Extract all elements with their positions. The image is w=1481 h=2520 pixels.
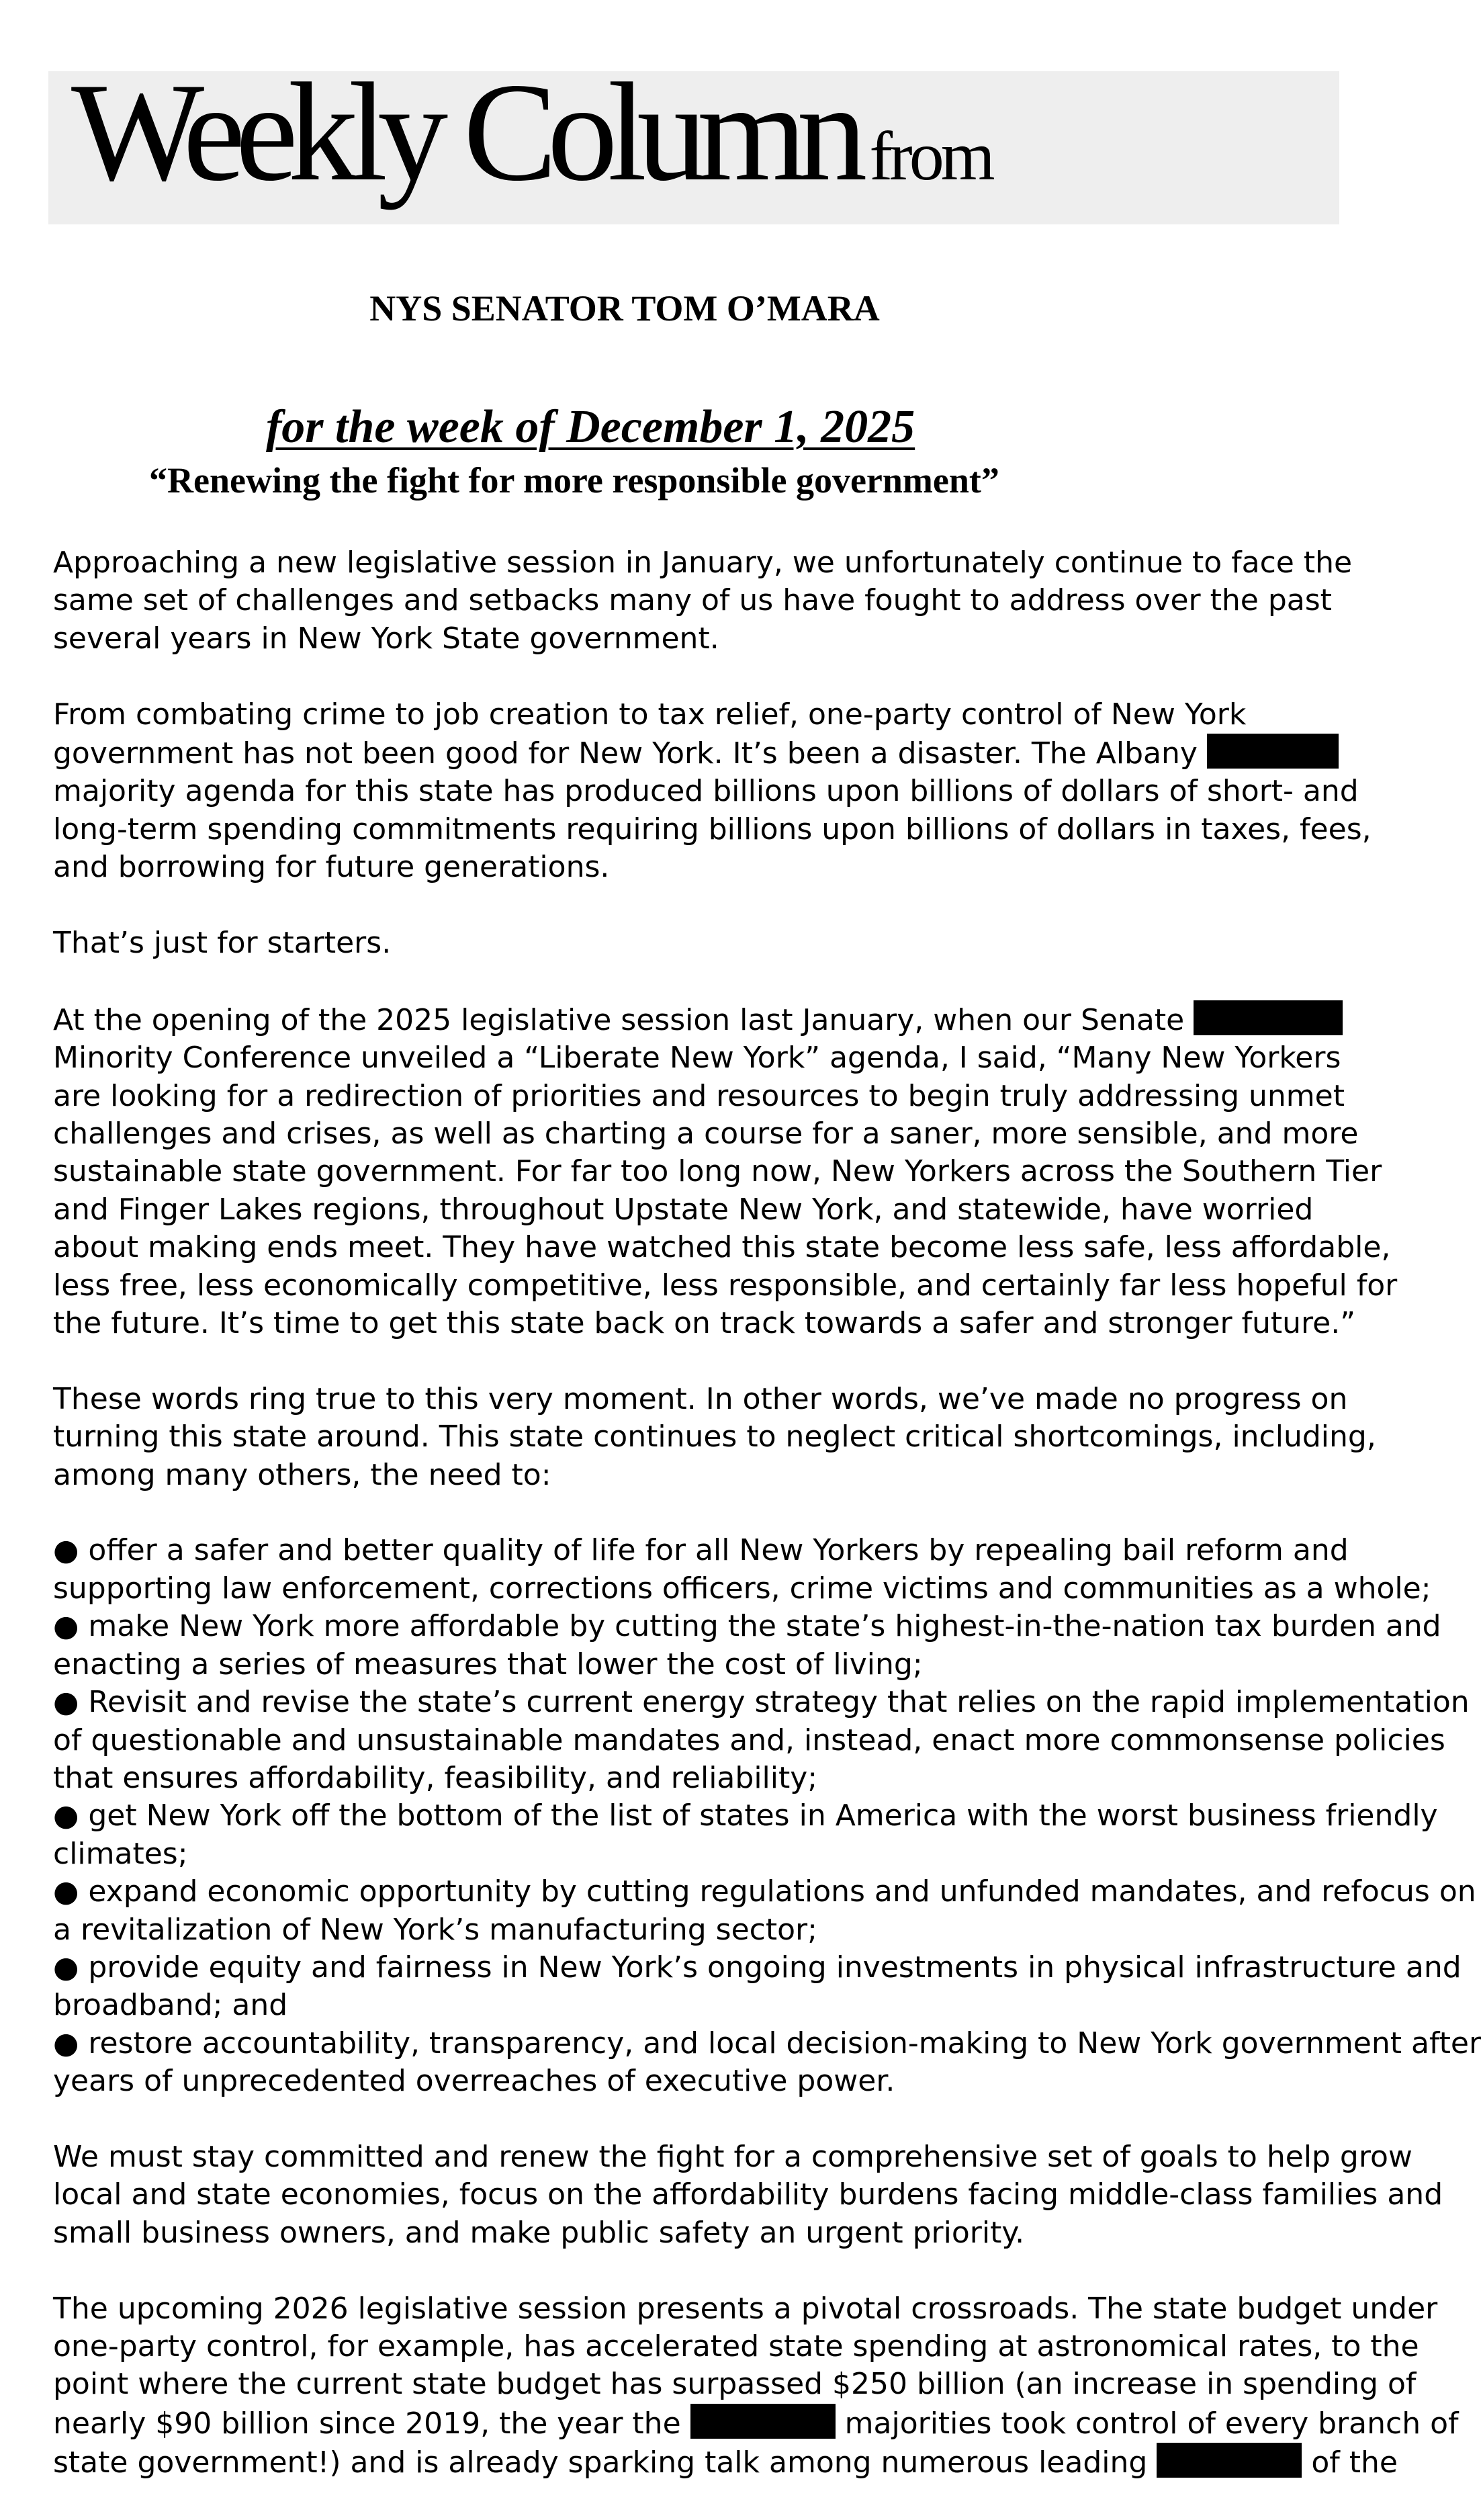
text-line: local and state economies, focus on the affordability burdens facing middle-class families and (53, 2177, 1443, 2212)
text-line (53, 1000, 1390, 1039)
text-line: From combating crime to job creation to tax relief, one-party control of New York (53, 697, 1247, 732)
week-date: for the week of December 1, 2025 (266, 401, 915, 453)
text-line: sustainable state government. For far too long now, New Yorkers across the Southern Tier (53, 1154, 1382, 1189)
bullet-line: ● offer a safer and better quality of life for all New Yorkers by repealing bail reform and (53, 1533, 1349, 1568)
masthead-banner (48, 54, 1339, 224)
bullet-list (53, 1532, 1481, 2100)
bullet-line: years of unprecedented overreaches of executive power. (53, 2064, 895, 2099)
bullet-line: ● get New York off the bottom of the list of states in America with the worst business friendly (53, 1798, 1438, 1833)
text-line: turning this state around. This state continues to neglect critical shortcomings, including, (53, 1420, 1376, 1454)
paragraph-5 (53, 1381, 1390, 1494)
masthead-weekly-column: Weekly Column (71, 54, 858, 210)
text-segment: government has not been good for New York. It’s been a disaster. The Albany (53, 736, 1198, 771)
text-line: about making ends meet. They have watched this state become less safe, less affordable, (53, 1230, 1391, 1265)
paragraph-7 (53, 2290, 1459, 2482)
text-line: and Finger Lakes regions, throughout Upstate New York, and statewide, have worried (53, 1192, 1314, 1227)
text-line: point where the current state budget has surpassed $250 billion (an increase in spending of (53, 2367, 1417, 2402)
text-line: and borrowing for future generations. (53, 850, 610, 885)
masthead-title (71, 54, 992, 210)
bullet-line: supporting law enforcement, corrections officers, crime victims and communities as a whole; (53, 1571, 1431, 1606)
text-line: The upcoming 2026 legislative session presents a pivotal crossroads. The state budget under (53, 2291, 1438, 2326)
text-line: the future. It’s time to get this state back on track towards a safer and stronger future.” (53, 1306, 1356, 1341)
redaction-box (1194, 1000, 1343, 1035)
paragraph-1 (53, 544, 1390, 658)
text-line: Approaching a new legislative session in January, we unfortunately continue to face the (53, 546, 1353, 580)
senator-name: NYS SENATOR TOM O’MARA (369, 288, 880, 329)
text-line: among many others, the need to: (53, 1457, 551, 1492)
text-line: These words ring true to this very moment. In other words, we’ve made no progress on (53, 1381, 1348, 1416)
text-line: long-term spending commitments requiring billions upon billions of dollars in taxes, fees, (53, 812, 1372, 846)
text-segment: of the (1311, 2445, 1398, 2480)
text-line: challenges and crises, as well as charting a course for a saner, more sensible, and more (53, 1117, 1359, 1152)
bullet-line: ● provide equity and fairness in New York’s ongoing investments in physical infrastructure and (53, 1950, 1462, 1985)
text-segment: At the opening of the 2025 legislative session last January, when our Senate (53, 1002, 1185, 1037)
bullet-line: that ensures affordability, feasibility, and reliability; (53, 1760, 818, 1795)
bullet-line: ● expand economic opportunity by cutting regulations and unfunded mandates, and refocus on (53, 1874, 1476, 1909)
paragraph-3 (53, 924, 1390, 962)
redaction-box (1157, 2443, 1302, 2478)
text-segment: state government!) and is already sparking talk among numerous leading (53, 2445, 1148, 2480)
text-line: less free, less economically competitive, less responsible, and certainly far less hopeful for (53, 1268, 1398, 1303)
text-line: We must stay committed and renew the fight for a comprehensive set of goals to help grow (53, 2139, 1412, 2174)
text-line: are looking for a redirection of priorities and resources to begin truly addressing unmet (53, 1078, 1345, 1113)
redaction-box (690, 2404, 836, 2439)
bullet-line: ● make New York more affordable by cutting the state’s highest-in-the-nation tax burden and (53, 1609, 1441, 1644)
text-line: majority agenda for this state has produced billions upon billions of dollars of short- and (53, 774, 1359, 809)
text-line: same set of challenges and setbacks many of us have fought to address over the past (53, 583, 1332, 618)
bullet-line: ● Revisit and revise the state’s current energy strategy that relies on the rapid implementation (53, 1685, 1470, 1720)
text-line (53, 734, 1390, 773)
text-line: one-party control, for example, has accelerated state spending at astronomical rates, to the (53, 2329, 1419, 2363)
text-line (53, 2404, 1459, 2443)
text-line: several years in New York State government. (53, 621, 719, 656)
bullet-line: ● restore accountability, transparency, and local decision-making to New York government after (53, 2026, 1481, 2060)
text-line: small business owners, and make public safety an urgent priority. (53, 2215, 1025, 2250)
paragraph-2 (53, 696, 1390, 887)
text-segment: majorities took control of every branch of (844, 2406, 1459, 2441)
text-line: Minority Conference unveiled a “Liberate New York” agenda, I said, “Many New Yorkers (53, 1041, 1341, 1076)
bullet-line: broadband; and (53, 1988, 288, 2023)
text-line: That’s just for starters. (53, 926, 392, 961)
text-line (53, 2443, 1398, 2482)
column-headline: “Renewing the fight for more responsible government” (149, 460, 999, 501)
bullet-line: enacting a series of measures that lower the cost of living; (53, 1647, 923, 1682)
bullet-line: of questionable and unsustainable mandates and, instead, enact more commonsense policies (53, 1723, 1445, 1757)
text-segment: nearly $90 billion since 2019, the year the (53, 2406, 681, 2441)
masthead-from: from (869, 118, 992, 195)
bullet-line: a revitalization of New York’s manufacturing sector; (53, 1912, 817, 1947)
bullet-line: climates; (53, 1836, 188, 1871)
redaction-box (1207, 734, 1339, 769)
paragraph-6 (53, 2138, 1443, 2252)
column-body (53, 544, 1481, 2520)
paragraph-4 (53, 1000, 1398, 1343)
